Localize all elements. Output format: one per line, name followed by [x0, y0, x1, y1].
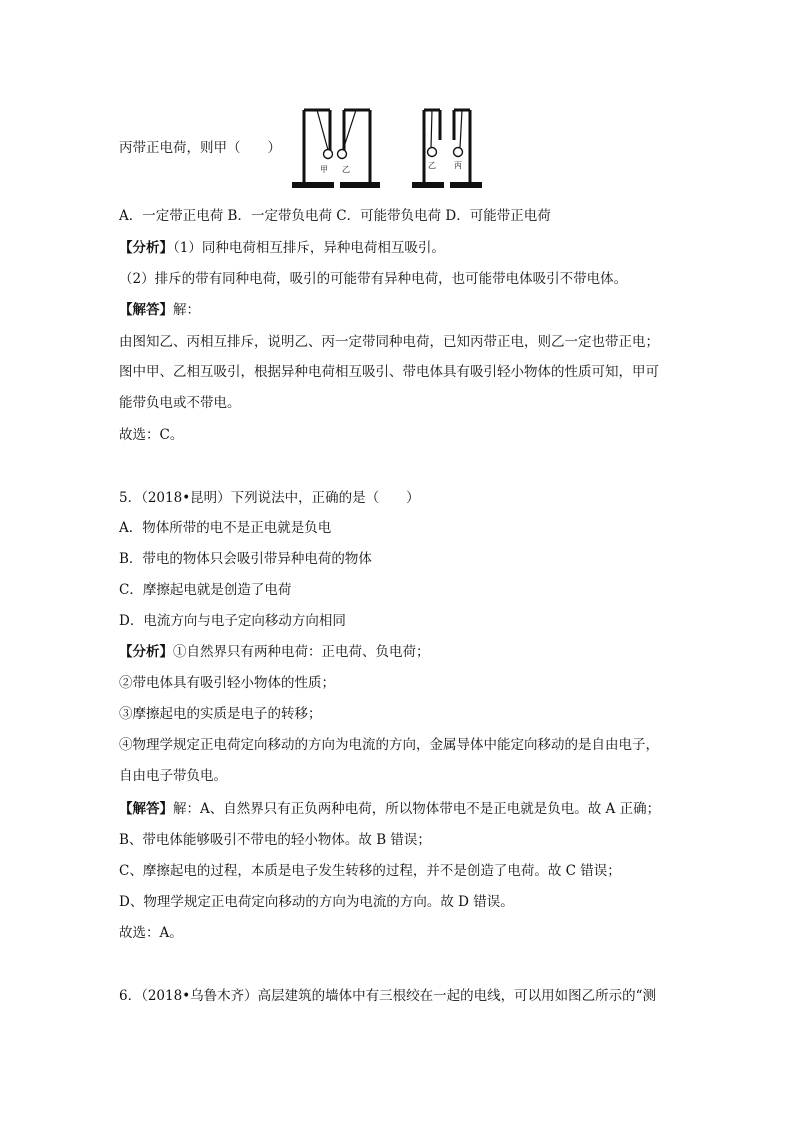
q4-answer-line: 由图知乙、丙相互排斥，说明乙、丙一定带同种电荷，已知丙带正电，则乙一定也带正电；: [119, 334, 659, 350]
q4-answer-line: 【解答】解：: [119, 302, 200, 318]
q4-answer-line: 图中甲、乙相互吸引，根据异种电荷相互吸引、带电体具有吸引轻小物体的性质可知，甲可: [119, 364, 659, 380]
analysis-tag: 【分析】: [119, 240, 173, 256]
thread: [431, 110, 432, 148]
ball-bing: [454, 148, 463, 157]
ball-yi: [338, 150, 347, 159]
q5-answer-line: B、带电体能够吸引不带电的轻小物体。故 B 错误；: [119, 832, 431, 848]
q4-options: A．一定带正电荷 B．一定带负电荷 C．可能带负电荷 D．可能带正电荷: [119, 208, 551, 224]
q5-analysis-line: ②带电体具有吸引轻小物体的性质；: [119, 675, 335, 691]
q5-analysis-line: ④物理学规定正电荷定向移动的方向为电流的方向，金属导体中能定向移动的是自由电子，: [119, 737, 659, 753]
q5-analysis-line: 【分析】①自然界只有两种电荷：正电荷、负电荷；: [119, 644, 430, 660]
q5-option-d: D．电流方向与电子定向移动方向相同: [119, 613, 346, 629]
q5-analysis-line: 自由电子带负电。: [119, 768, 227, 784]
ball-yi: [428, 148, 437, 157]
q5-analysis-line: ③摩擦起电的实质是电子的转移；: [119, 706, 322, 722]
q4-answer-line: 能带负电或不带电。: [119, 395, 241, 411]
analysis-tag: 【分析】: [119, 644, 173, 660]
frame-base: [412, 182, 444, 188]
frame-base: [450, 182, 482, 188]
answer-tag: 【解答】: [119, 302, 173, 318]
label-yi: 乙: [428, 161, 436, 170]
q5-stem: 5．（2018•昆明）下列说法中，正确的是（ ）: [119, 490, 420, 506]
q4-choice: 故选：C。: [119, 427, 184, 443]
label-yi: 乙: [342, 165, 350, 174]
q5-answer-line: D、物理学规定正电荷定向移动的方向为电流的方向。故 D 错误。: [119, 894, 514, 910]
frame-base: [340, 182, 380, 188]
label-bing: 丙: [454, 161, 462, 170]
thread: [460, 110, 462, 148]
q4-analysis-line: （2）排斥的带有同种电荷，吸引的可能带有异种电荷，也可能带电体吸引不带电体。: [119, 271, 628, 287]
charge-pendulum-figure: [290, 102, 490, 192]
q5-option-b: B．带电的物体只会吸引带异种电荷的物体: [119, 551, 372, 567]
q5-option-a: A．物体所带的电不是正电就是负电: [119, 520, 332, 536]
q4-analysis-line: 【分析】（1）同种电荷相互排斥，异种电荷相互吸引。: [119, 240, 445, 256]
q4-stem-tail: 丙带正电荷，则甲（ ）: [119, 140, 281, 156]
ball-jia: [324, 150, 333, 159]
q5-answer-line: C、摩擦起电的过程，本质是电子发生转移的过程，并不是创造了电荷。故 C 错误；: [119, 863, 621, 879]
q5-option-c: C．摩擦起电就是创造了电荷: [119, 582, 292, 598]
frame-base: [292, 182, 334, 188]
q5-answer-line: 【解答】解：A、自然界只有正负两种电荷，所以物体带电不是正电就是负电。故 A 正确；: [119, 801, 661, 817]
q6-stem: 6．（2018•乌鲁木齐）高层建筑的墙体中有三根绞在一起的电线，可以用如图乙所示的“测: [119, 988, 657, 1004]
q5-choice: 故选：A。: [119, 925, 183, 941]
answer-tag: 【解答】: [119, 801, 173, 817]
label-jia: 甲: [320, 165, 328, 174]
thread: [317, 110, 328, 150]
